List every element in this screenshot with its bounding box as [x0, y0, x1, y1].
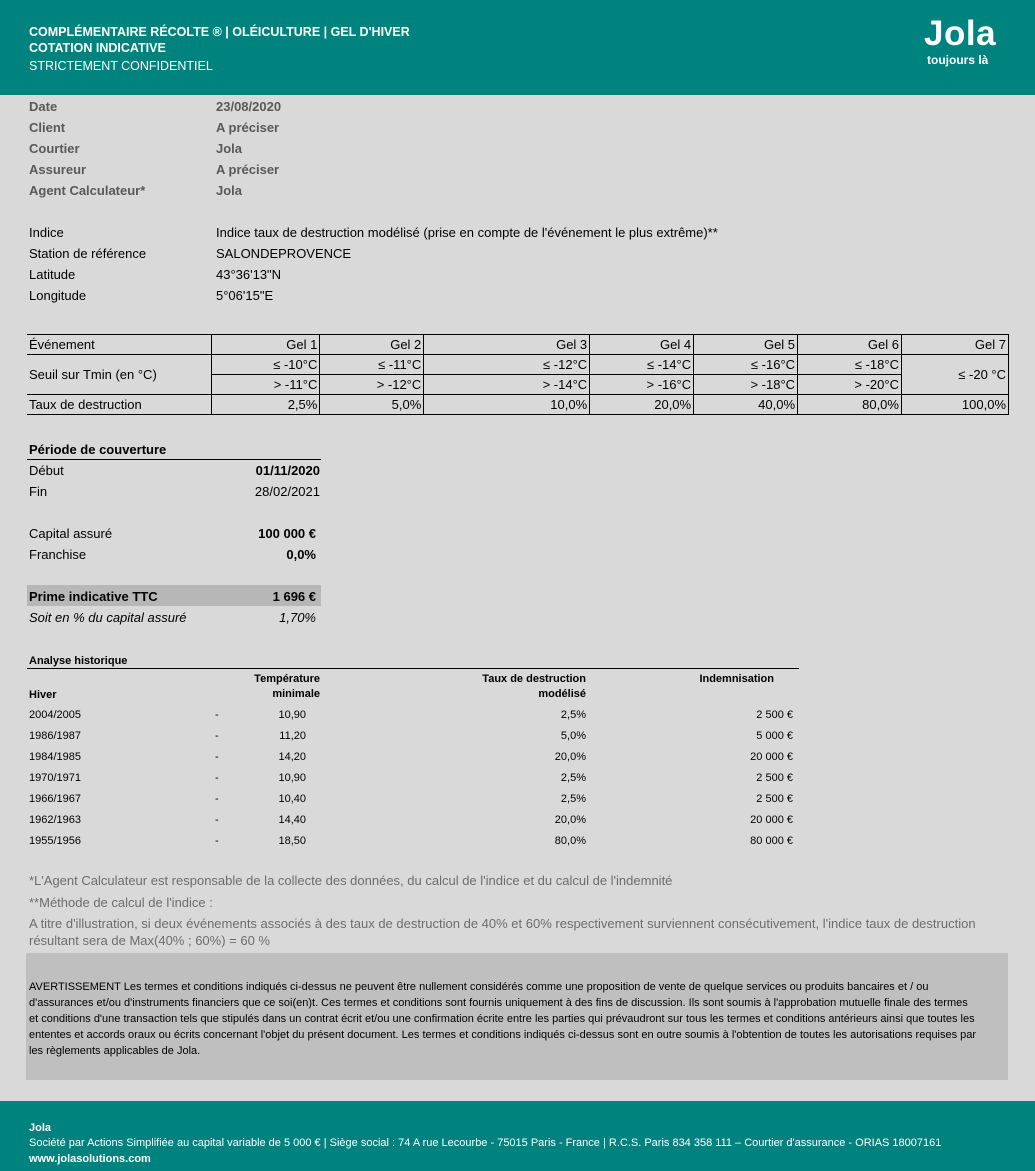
winter-cell: 2004/2005 [29, 709, 81, 721]
threshold-lower: > -14°C [424, 375, 590, 395]
temp-cell: 10,90 [278, 772, 306, 784]
document-subtitle: COTATION INDICATIVE [29, 41, 166, 55]
events-row-label: Événement [27, 335, 212, 355]
threshold-lower: > -12°C [320, 375, 424, 395]
temp-cell: 14,20 [278, 751, 306, 763]
footer-website-link[interactable]: www.jolasolutions.com [29, 1153, 151, 1165]
col-rate-1: Taux de destruction [482, 673, 586, 685]
capital-value: 100 000 € [258, 526, 316, 541]
history-divider [27, 668, 799, 669]
index-value: Indice taux de destruction modélisé (prise en compte de l'événement le plus extrême)** [216, 225, 718, 240]
latitude-value: 43°36'13"N [216, 267, 282, 282]
col-temp-2: minimale [272, 688, 320, 700]
threshold-upper-row [27, 355, 1009, 375]
prime-value: 1 696 € [272, 589, 316, 604]
rate-value: 2,5% [212, 395, 320, 415]
threshold-upper: ≤ -10°C [212, 355, 320, 375]
indem-cell: 20 000 € [750, 751, 793, 763]
event-gel7: Gel 7 [901, 335, 1008, 355]
winter-cell: 1966/1967 [29, 793, 81, 805]
threshold-label: Seuil sur Tmin (en °C) [29, 367, 157, 382]
dash-cell: - [215, 730, 219, 742]
confidential-label: STRICTEMENT CONFIDENTIEL [29, 59, 213, 73]
coverage-title: Période de couverture [29, 442, 167, 457]
logo-tagline: toujours là [927, 53, 989, 67]
threshold-upper: ≤ -18°C [798, 355, 902, 375]
temp-cell: 14,40 [278, 814, 306, 826]
info-value-assureur: A préciser [216, 162, 280, 177]
threshold-lower: > -18°C [694, 375, 798, 395]
rate-cell: 2,5% [560, 793, 586, 805]
col-winter: Hiver [29, 689, 57, 701]
rate-cell: 5,0% [560, 730, 586, 742]
threshold-upper: ≤ -11°C [320, 355, 424, 375]
note-example-2: résultant sera de Max(40% ; 60%) = 60 % [29, 933, 270, 948]
temp-cell: 10,90 [278, 709, 306, 721]
end-value: 28/02/2021 [254, 484, 320, 499]
col-rate-2: modélisé [538, 688, 586, 700]
winter-cell: 1970/1971 [29, 772, 81, 784]
temp-cell: 18,50 [278, 835, 306, 847]
index-label: Indice [29, 225, 64, 240]
jola-logo: Jola [924, 14, 997, 53]
threshold-upper: ≤ -16°C [694, 355, 798, 375]
event-gel2: Gel 2 [320, 335, 424, 355]
dash-cell: - [215, 751, 219, 763]
threshold-gel7: ≤ -20 °C [901, 355, 1008, 395]
info-value-client: A préciser [216, 120, 280, 135]
note-example-1: A titre d'illustration, si deux événements associés à des taux de destruction de 40% et 60% respectivement surviennent consécutivement, l'indice taux de destruction [29, 916, 976, 931]
info-value-courtier: Jola [216, 141, 243, 156]
info-value-agent: Jola [216, 183, 243, 198]
destruction-rate-row [27, 395, 1009, 415]
prime-label: Prime indicative TTC [29, 589, 158, 604]
longitude-value: 5°06'15"E [216, 288, 274, 303]
threshold-lower: > -11°C [212, 375, 320, 395]
footer-banner [0, 1101, 1035, 1171]
event-gel1: Gel 1 [212, 335, 320, 355]
pct-value: 1,70% [279, 610, 316, 625]
winter-cell: 1962/1963 [29, 814, 81, 826]
warning-text: AVERTISSEMENT Les termes et conditions indiqués ci-dessus ne peuvent être nullement considérés comme une proposition de vente de quelque services ou produits bancaires et / ou d'assurances et/ou d'instruments financiers que ce soi(en)t. Ces termes et conditions sont fournis uniquement à des fins de discussion. Ils sont soumis à l'approbation mutuelle finale des termes et conditions d'une transaction tels que stipulés dans un contrat écrit et/ou une confirmation écrite entre les parties qui prévaudront sur tous les termes et conditions antérieurs ainsi que toutes les ententes et accords oraux ou écrits concernant l'objet du présent document. Les termes et conditions indiqués ci-dessus sont en outre soumis à l'obtention de toutes les autorisations requises par les règlements applicables de Jola. [29, 981, 977, 1057]
rate-cell: 2,5% [560, 772, 586, 784]
rate-value: 40,0% [694, 395, 798, 415]
rate-value: 10,0% [424, 395, 590, 415]
latitude-label: Latitude [29, 267, 76, 282]
event-gel4: Gel 4 [590, 335, 694, 355]
station-label: Station de référence [29, 246, 147, 261]
longitude-label: Longitude [29, 288, 87, 303]
winter-cell: 1986/1987 [29, 730, 81, 742]
events-header-row [27, 335, 1009, 355]
indem-cell: 20 000 € [750, 814, 793, 826]
temp-cell: 10,40 [278, 793, 306, 805]
event-gel6: Gel 6 [798, 335, 902, 355]
winter-cell: 1955/1956 [29, 835, 81, 847]
rate-cell: 20,0% [554, 751, 586, 763]
history-title: Analyse historique [29, 655, 128, 667]
footer-legal: Société par Actions Simplifiée au capital variable de 5 000 € | Siège social : 74 A rue Lecourbe - 75015 Paris - France | R.C.S. Paris 834 358 111 – Courtier d'assurance - ORIAS 18007161 [29, 1137, 942, 1149]
capital-label: Capital assuré [29, 526, 113, 541]
info-label-courtier: Courtier [29, 141, 80, 156]
events-table [27, 334, 1009, 415]
station-value: SALONDEPROVENCE [216, 246, 352, 261]
indem-cell: 2 500 € [756, 709, 793, 721]
temp-cell: 11,20 [279, 730, 306, 742]
dash-cell: - [215, 793, 219, 805]
rate-value: 20,0% [590, 395, 694, 415]
info-label-date: Date [29, 99, 58, 114]
end-label: Fin [29, 484, 48, 499]
threshold-upper: ≤ -12°C [424, 355, 590, 375]
dash-cell: - [215, 835, 219, 847]
franchise-value: 0,0% [286, 547, 316, 562]
document-title: COMPLÉMENTAIRE RÉCOLTE ® | OLÉICULTURE | GEL D'HIVER [29, 25, 410, 39]
pct-label: Soit en % du capital assuré [29, 610, 187, 625]
rate-cell: 80,0% [554, 835, 586, 847]
dash-cell: - [215, 814, 219, 826]
indem-cell: 80 000 € [750, 835, 793, 847]
franchise-label: Franchise [29, 547, 87, 562]
col-indemnisation: Indemnisation [699, 673, 774, 685]
info-label-client: Client [29, 120, 66, 135]
footer-company: Jola [29, 1122, 52, 1134]
rate-value: 5,0% [320, 395, 424, 415]
rate-value: 100,0% [901, 395, 1008, 415]
indem-cell: 5 000 € [756, 730, 793, 742]
col-temp-1: Température [254, 673, 320, 685]
event-gel3: Gel 3 [424, 335, 590, 355]
info-value-date: 23/08/2020 [216, 99, 282, 114]
event-gel5: Gel 5 [694, 335, 798, 355]
info-label-assureur: Assureur [29, 162, 87, 177]
dash-cell: - [215, 709, 219, 721]
note-method: **Méthode de calcul de l'indice : [29, 895, 213, 910]
indem-cell: 2 500 € [756, 793, 793, 805]
info-label-agent: Agent Calculateur* [29, 183, 146, 198]
threshold-lower: > -20°C [798, 375, 902, 395]
rate-cell: 2,5% [560, 709, 586, 721]
threshold-lower: > -16°C [590, 375, 694, 395]
indem-cell: 2 500 € [756, 772, 793, 784]
start-label: Début [29, 463, 64, 478]
rate-cell: 20,0% [554, 814, 586, 826]
rate-value: 80,0% [798, 395, 902, 415]
rate-label: Taux de destruction [27, 395, 212, 415]
dash-cell: - [215, 772, 219, 784]
winter-cell: 1984/1985 [29, 751, 81, 763]
header-banner [0, 0, 1035, 95]
threshold-upper: ≤ -14°C [590, 355, 694, 375]
start-value: 01/11/2020 [255, 463, 320, 478]
note-agent: *L'Agent Calculateur est responsable de la collecte des données, du calcul de l'indice et du calcul de l'indemnité [29, 873, 673, 888]
coverage-divider [27, 459, 321, 460]
